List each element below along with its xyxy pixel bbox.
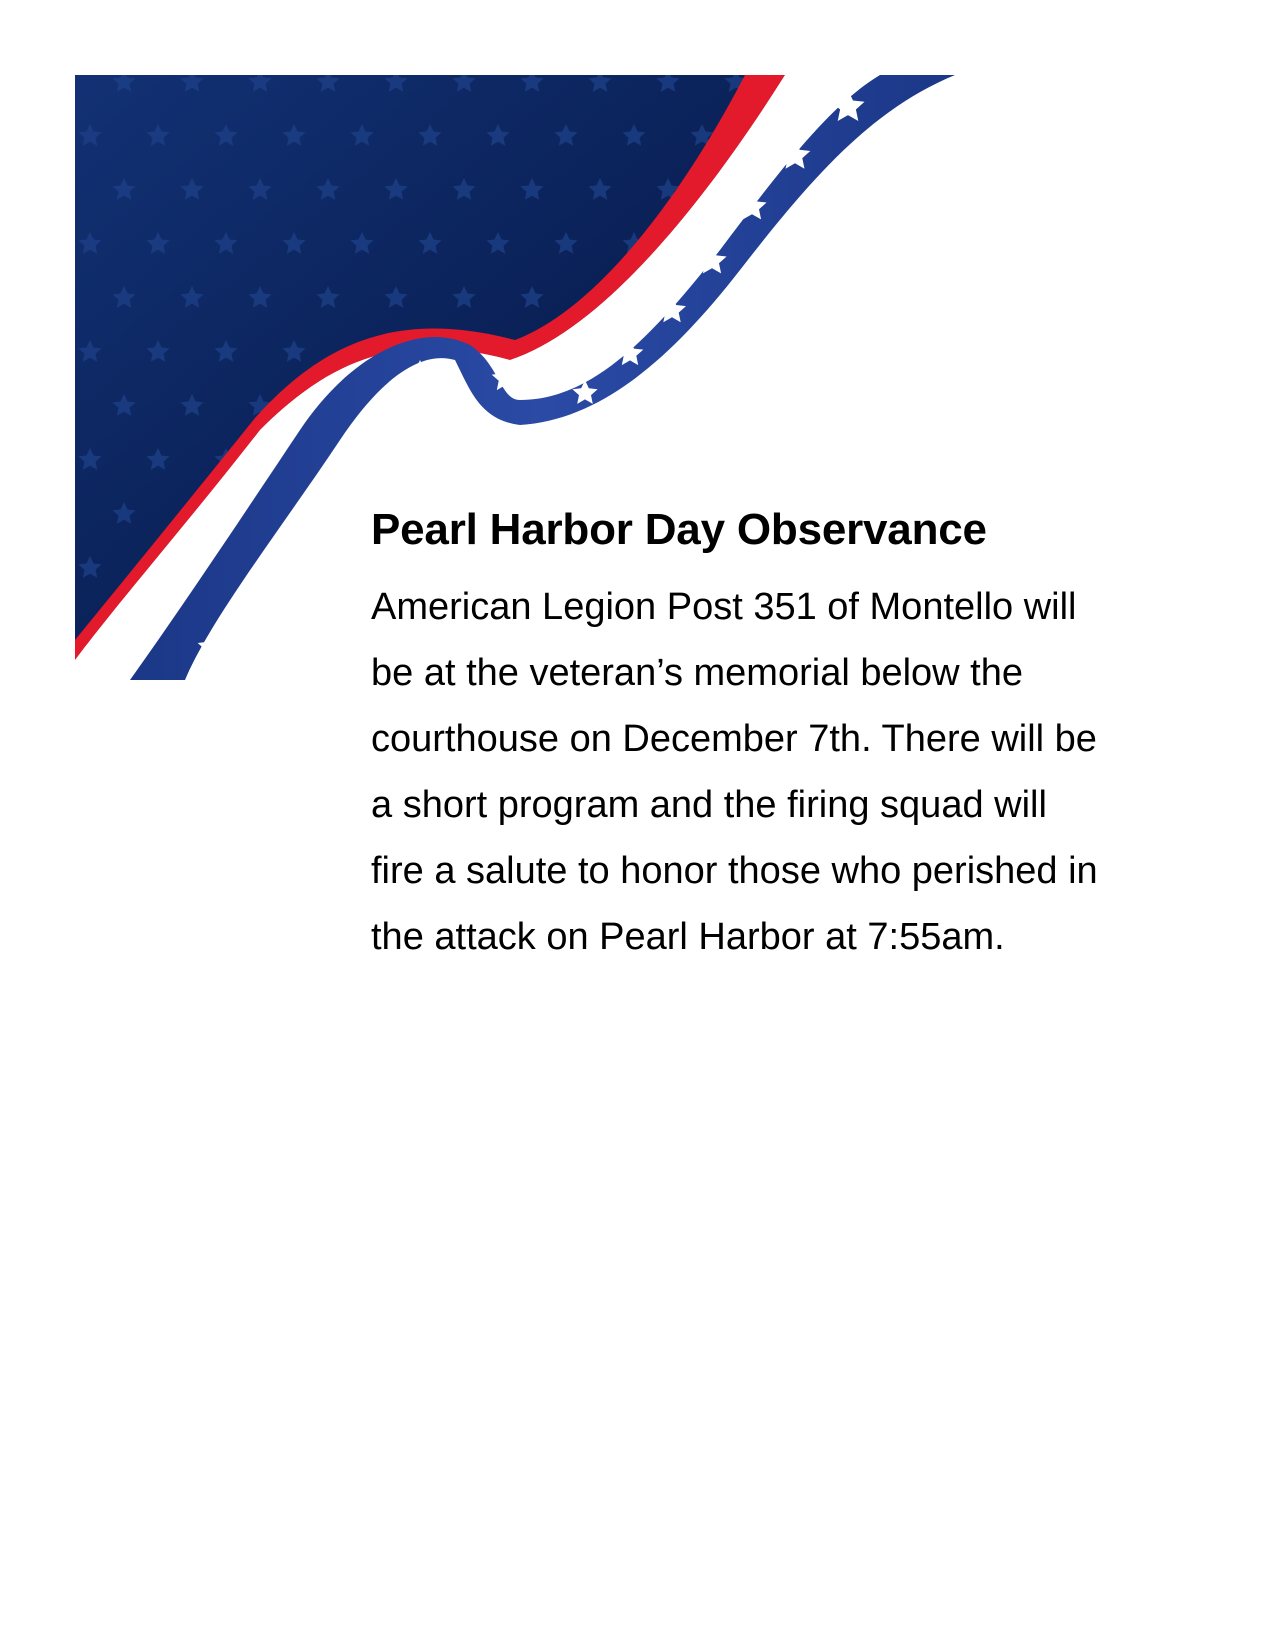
notice-title: Pearl Harbor Day Observance — [371, 505, 987, 554]
notice — [371, 505, 1231, 970]
notice-body: American Legion Post 351 of Montello will be at the veteran’s memorial below the courthouse on December 7th. There will be a short program and the firing squad will fire a salute to honor those who perished in the attack on Pearl Harbor at 7:55am. — [371, 585, 1098, 958]
